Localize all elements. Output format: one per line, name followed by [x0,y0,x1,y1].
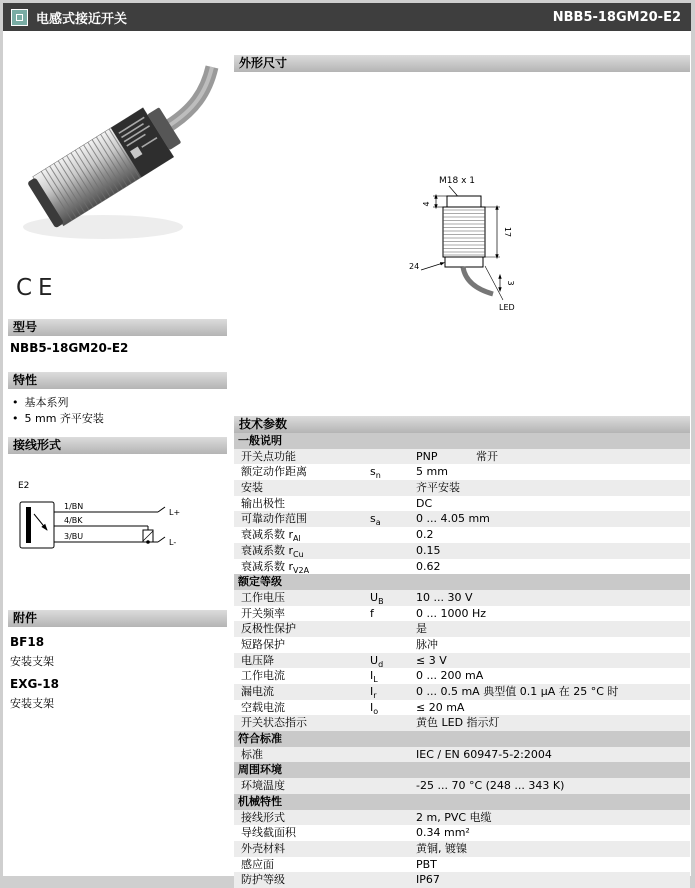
param-value: -25 ... 70 °C (248 ... 343 K) [416,779,565,793]
content [3,31,691,888]
param-label: 开关状态指示 [241,716,307,730]
param-value: 0.2 [416,528,434,542]
param-label: 短路保护 [241,637,285,651]
section-header-accessories: 附件 [8,610,227,627]
param-label: 安装 [241,481,263,495]
accessory-desc: 安装支架 [10,655,54,668]
right-column [234,55,690,888]
param-label: 电压降 [241,653,274,667]
table-row [234,543,690,559]
param-symbol [370,825,416,841]
param-label: 衰减系数 $r_{Al}$ [241,528,301,544]
param-value: 0.62 [416,559,441,573]
param-symbol [370,480,416,496]
feature-item: • 5 mm 齐平安装 [12,411,227,427]
param-value: PBT [416,857,437,871]
param-value: ≤ 20 mA [416,700,465,714]
section-header-tech: 技术参数 [234,416,690,433]
param-label: 外壳材料 [241,841,285,855]
dim-body-label: 17 [503,226,512,238]
accessory-name: BF18 [10,635,45,649]
section-header-connection: 接线形式 [8,437,227,454]
param-value: 脉冲 [416,637,438,651]
table-row [234,715,690,731]
param-label: 空载电流 [241,700,285,714]
table-row [234,700,690,716]
table-section-header: 机械特性 [234,794,690,810]
param-value: IEC / EN 60947-5-2:2004 [416,747,552,761]
feature-list [8,389,227,427]
param-label: 可靠动作范围 [241,512,307,526]
param-value: ≤ 3 V [416,653,447,667]
terminal-lplus: L+ [169,508,181,517]
param-symbol: $I_r$ [370,685,377,701]
param-label: 反极性保护 [241,622,296,636]
param-label: 衰减系数 $r_{Cu}$ [241,543,304,559]
param-value: 0 ... 0.5 mA 典型值 0.1 μA 在 25 °C 时 [416,685,619,698]
param-label: 感应面 [241,857,274,871]
param-symbol: $s_n$ [370,465,381,481]
param-label: 开关频率 [241,606,285,620]
page-title: 电感式接近开关 [36,11,128,27]
wire-label-bk: 4/BK [64,516,83,525]
param-label: 工作电压 [241,590,285,604]
param-value: DC [416,496,433,510]
param-label: 标准 [241,747,263,761]
param-value: 黄色 LED 指示灯 [416,716,500,730]
param-value: 5 mm [416,465,448,479]
tech-table [234,433,690,888]
param-label: 衰减系数 $r_{V2A}$ [241,559,310,575]
param-symbol [370,715,416,731]
left-column [8,55,227,888]
terminal-lminus: L- [169,538,177,547]
param-value: 0.34 mm² [416,826,470,840]
thread-label: M18 x 1 [439,176,475,186]
brand-icon-inner [16,14,23,21]
table-row [234,810,690,826]
param-symbol [370,810,416,826]
param-symbol [370,747,416,763]
param-label: 输出极性 [241,496,285,510]
param-symbol: f [370,606,374,620]
param-label: 漏电流 [241,685,274,698]
table-row [234,857,690,873]
ce-mark: CE [16,275,59,301]
dim-cable-label: 3 [506,280,515,286]
param-value: 0 ... 200 mA [416,669,484,683]
param-label: 导线截面积 [241,826,296,840]
param-value: 10 ... 30 V [416,590,473,604]
accessory-desc: 安装支架 [10,697,54,710]
table-row [234,637,690,653]
table-row [234,511,690,527]
table-row [234,747,690,763]
table-section-header: 符合标准 [234,731,690,747]
param-symbol [370,857,416,873]
table-row [234,464,690,480]
param-symbol [370,621,416,637]
datasheet-page [3,3,691,887]
param-value: 是 [416,622,427,636]
param-symbol: $U_B$ [370,590,384,607]
param-value: 0 ... 4.05 mm [416,512,490,526]
brand-icon [11,9,28,26]
dimension-drawing-area [234,72,690,416]
dim-wrench-label: 24 [409,262,420,271]
param-symbol [370,543,416,559]
param-label: 额定动作距离 [241,465,307,479]
param-label: 开关点功能 [241,449,296,463]
param-symbol: $I_L$ [370,669,378,685]
table-row [234,621,690,637]
table-row [234,496,690,512]
param-label: 工作电流 [241,669,285,683]
table-row [234,590,690,606]
param-symbol: $U_d$ [370,653,384,669]
dimension-drawing [399,172,549,317]
param-value: PNP 常开 [416,449,498,463]
accessory-name: EXG-18 [10,677,59,691]
table-section-header: 一般说明 [234,433,690,449]
param-value: 2 m, PVC 电缆 [416,810,492,824]
param-symbol [370,559,416,575]
table-row [234,872,690,888]
led-label: LED [499,303,515,312]
param-value: 黄铜, 镀镍 [416,841,467,855]
wire-label-bn: 1/BN [64,502,84,511]
table-section-header: 周围环境 [234,762,690,778]
feature-item: • 基本系列 [12,395,227,411]
dim-top-label: 4 [422,201,431,207]
param-symbol [370,841,416,857]
part-number: NBB5-18GM20-E2 [552,9,681,25]
section-header-features: 特性 [8,372,227,389]
table-row [234,480,690,496]
param-label: 防护等级 [241,873,285,887]
table-section-header: 额定等级 [234,574,690,590]
table-row [234,825,690,841]
table-row [234,653,690,669]
param-value: IP67 [416,873,440,887]
param-label: 接线形式 [241,810,285,824]
table-row [234,841,690,857]
param-label: 环境温度 [241,779,285,793]
param-symbol [370,637,416,653]
param-value: 0 ... 1000 Hz [416,606,487,620]
table-row [234,668,690,684]
param-symbol [370,449,416,465]
wiring-diagram [8,458,227,588]
table-row [234,559,690,575]
section-header-model: 型号 [8,319,227,336]
table-row [234,527,690,543]
diagram-type-label: E2 [18,481,30,491]
model-number: NBB5-18GM20-E2 [10,341,129,355]
param-value: 齐平安装 [416,481,460,495]
header-bar [3,3,691,31]
param-symbol: $I_o$ [370,700,379,716]
param-symbol: $s_a$ [370,512,381,528]
table-row [234,778,690,794]
param-symbol [370,778,416,794]
table-row [234,684,690,700]
param-symbol [370,872,416,888]
table-row [234,606,690,622]
table-row [234,449,690,465]
param-symbol [370,527,416,543]
param-value: 0.15 [416,543,441,557]
section-header-dimensions: 外形尺寸 [234,55,690,72]
param-symbol [370,496,416,512]
product-photo [8,55,227,267]
wire-label-bu: 3/BU [64,532,84,541]
